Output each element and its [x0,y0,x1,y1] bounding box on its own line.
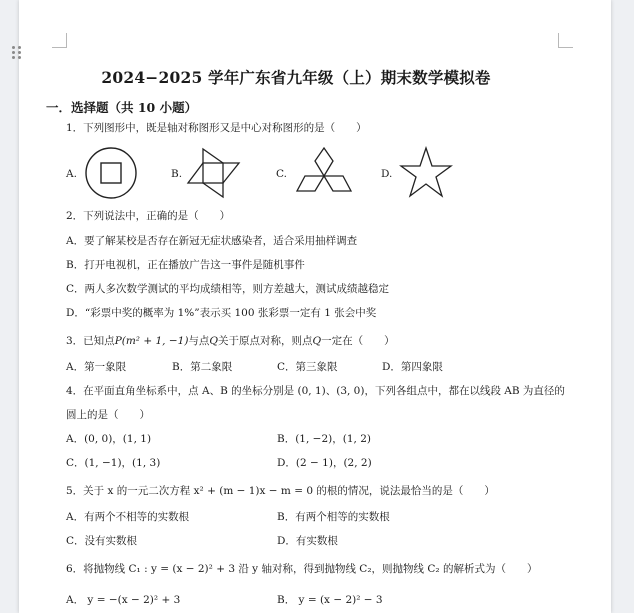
q4-option-b: B．(1, −2)，(1, 2) [277,433,371,445]
section-heading: 一．选择题（共 10 小题） [46,100,198,115]
question-4-stem-line-1: 4．在平面直角坐标系中，点 A、B 的坐标分别是 (0, 1)、(3, 0)，下列各组点中，都在以线段 AB 为直径的 [66,385,565,397]
q5-option-d: D．有实数根 [277,535,338,547]
q5-option-b: B．有两个相等的实数根 [277,511,390,523]
question-4-stem-line-2: 圆上的是（ ） [66,409,150,421]
page-title: 2024−2025 学年广东省九年级（上）期末数学模拟卷 [101,68,491,87]
q2-option-b: B．打开电视机，正在播放广告这一事件是随机事件 [66,259,305,271]
q1-option-c-label: C. [276,168,287,180]
q1-option-b-label: B. [171,168,183,180]
q5-option-a: A．有两个不相等的实数根 [66,511,190,523]
crop-mark-top-right [558,33,573,48]
question-5-stem: 5．关于 x 的一元二次方程 x² + (m − 1)x − m = 0 的根的情况，说法最恰当的是（ ） [66,485,495,497]
q4-option-d: D．(2 − 1)，(2, 2) [277,457,372,469]
question-3-stem: 3．已知点P(m² + 1, −1)与点Q关于原点对称，则点Q一定在（ ） [66,335,395,347]
question-2-stem: 2．下列说法中，正确的是（ ） [66,210,231,222]
pinwheel-icon [186,146,242,200]
q5-option-c: C．没有实数根 [66,535,138,547]
drag-handle-icon[interactable] [12,46,22,60]
q3-option-b: B．第二象限 [172,361,233,373]
q2-option-d: D．“彩票中奖的概率为 1%”表示买 100 张彩票一定有 1 张会中奖 [66,307,377,319]
circle-with-square-icon [84,146,138,200]
q4-option-c: C．(1, −1)，(1, 3) [66,457,161,469]
q3-option-a: A．第一象限 [66,361,127,373]
three-rhombus-icon [293,146,355,200]
five-point-star-icon [398,146,454,200]
q2-option-c: C．两人多次数学测试的平均成绩相等，则方差越大，测试成绩越稳定 [66,283,390,295]
q3-option-d: D．第四象限 [382,361,443,373]
question-6-stem: 6．将抛物线 C₁ : y = (x − 2)² + 3 沿 y 轴对称，得到抛物线 C₂，则抛物线 C₂ 的解析式为（ ） [66,563,538,575]
crop-mark-top-left [52,33,67,48]
q6-option-a: A． y = −(x − 2)² + 3 [66,594,181,606]
q6-option-b: B． y = (x − 2)² − 3 [277,594,383,606]
q1-option-a-label: A. [66,168,77,180]
q4-option-a: A．(0, 0)，(1, 1) [66,433,152,445]
q2-option-a: A．要了解某校是否存在新冠无症状感染者，适合采用抽样调查 [66,235,358,247]
q1-option-d-label: D. [381,168,393,180]
question-1-stem: 1．下列图形中，既是轴对称图形又是中心对称图形的是（ ） [66,122,367,134]
point-p-expression: P(m² + 1, −1) [114,335,189,347]
q3-option-c: C．第三象限 [277,361,338,373]
